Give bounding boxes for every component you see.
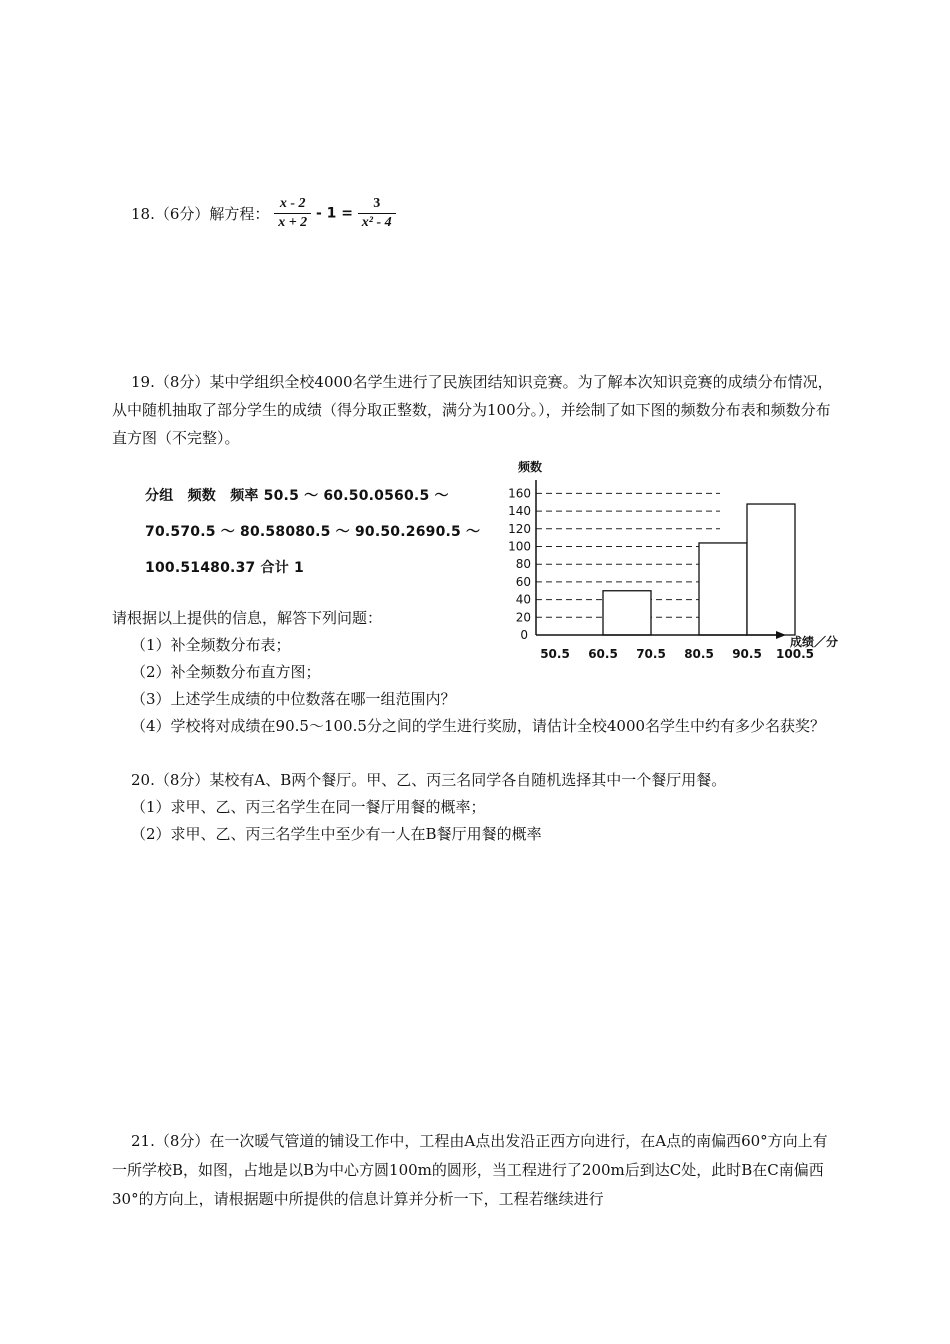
q18-fraction-right <box>358 196 396 231</box>
y-tick-label-140: 140 <box>508 504 531 519</box>
y-tick-label-40: 40 <box>515 592 531 607</box>
bar-90.5-100.5 <box>747 504 795 635</box>
q19-sub1: （1）补全频数分布表； <box>131 636 291 654</box>
q20-intro: 20.（8分）某校有A、B两个餐厅。甲、乙、丙三名同学各自随机选择其中一个餐厅用餐。 <box>131 771 727 789</box>
table-line-3: 100.51480.37 合计 1 <box>145 560 304 576</box>
frequency-histogram <box>500 450 860 670</box>
q20-sub2: （2）求甲、乙、丙三名学生中至少有一人在B餐厅用餐的概率 <box>131 825 542 843</box>
q19-sub3: （3）上述学生成绩的中位数落在哪一组范围内？ <box>131 690 456 708</box>
y-axis-label: 频数 <box>518 460 543 474</box>
q18-prefix: 18.（6分）解方程： <box>131 205 270 223</box>
y-tick-label-0: 0 <box>520 628 528 642</box>
q19-sub2: （2）补全频数分布直方图； <box>131 663 321 681</box>
q18-middle: - 1 = <box>315 205 353 222</box>
q18-frac1-denominator: x + 2 <box>278 215 308 230</box>
y-tick-label-100: 100 <box>508 539 531 554</box>
x-tick-label-60.5: 60.5 <box>588 647 618 661</box>
y-tick-label-80: 80 <box>515 557 531 572</box>
table-line-2: 70.570.5 ～ 80.58080.5 ～ 90.50.2690.5 ～ <box>145 524 481 540</box>
table-line-1: 分组 频数 频率 50.5 ～ 60.50.0560.5 ～ <box>145 488 449 504</box>
y-tick-label-160: 160 <box>508 486 531 501</box>
q19-prompt: 请根据以上提供的信息，解答下列问题： <box>112 609 383 627</box>
q18-line <box>131 196 396 231</box>
y-tick-label-60: 60 <box>515 574 531 589</box>
q19-frequency-table <box>145 478 490 586</box>
y-tick-label-20: 20 <box>515 610 531 625</box>
y-tick-label-120: 120 <box>508 521 531 536</box>
q18-frac2-denominator: x² - 4 <box>361 215 392 230</box>
x-axis-label: 成绩／分 <box>790 635 839 649</box>
x-tick-label-100.5: 100.5 <box>776 647 814 661</box>
bar-60.5-70.5 <box>603 591 651 635</box>
q19-intro: 19.（8分）某中学组织全校4000名学生进行了民族团结知识竞赛。为了解本次知识竞赛的成绩分布情况，从中随机抽取了部分学生的成绩（得分取正整数，满分为100分。），并绘制了如下图的频数分布表和频数分布直方图（不完整）。 <box>112 373 833 447</box>
bar-80.5-90.5 <box>699 543 747 635</box>
x-tick-label-50.5: 50.5 <box>540 647 570 661</box>
x-tick-label-80.5: 80.5 <box>684 647 714 661</box>
q18-frac2-numerator: 3 <box>358 196 396 214</box>
q20-sub1: （1）求甲、乙、丙三名学生在同一餐厅用餐的概率； <box>131 798 486 816</box>
q19-sub4: （4）学校将对成绩在90.5～100.5分之间的学生进行奖励，请估计全校4000名学生中约有多少名获奖？ <box>131 717 826 735</box>
q21-text: 21.（8分）在一次暖气管道的铺设工作中，工程由A点出发沿正西方向进行，在A点的南偏西60°方向上有一所学校B，如图，占地是以B为中心方圆100m的圆形，当工程进行了200m后到达C处，此时B在C南偏西30°的方向上，请根据题中所提供的信息计算并分析一下，工程若继续进行 <box>112 1132 828 1208</box>
q18-frac1-numerator: x - 2 <box>274 196 311 214</box>
q18-fraction-left <box>274 196 311 231</box>
x-tick-label-90.5: 90.5 <box>732 647 762 661</box>
x-tick-label-70.5: 70.5 <box>636 647 666 661</box>
